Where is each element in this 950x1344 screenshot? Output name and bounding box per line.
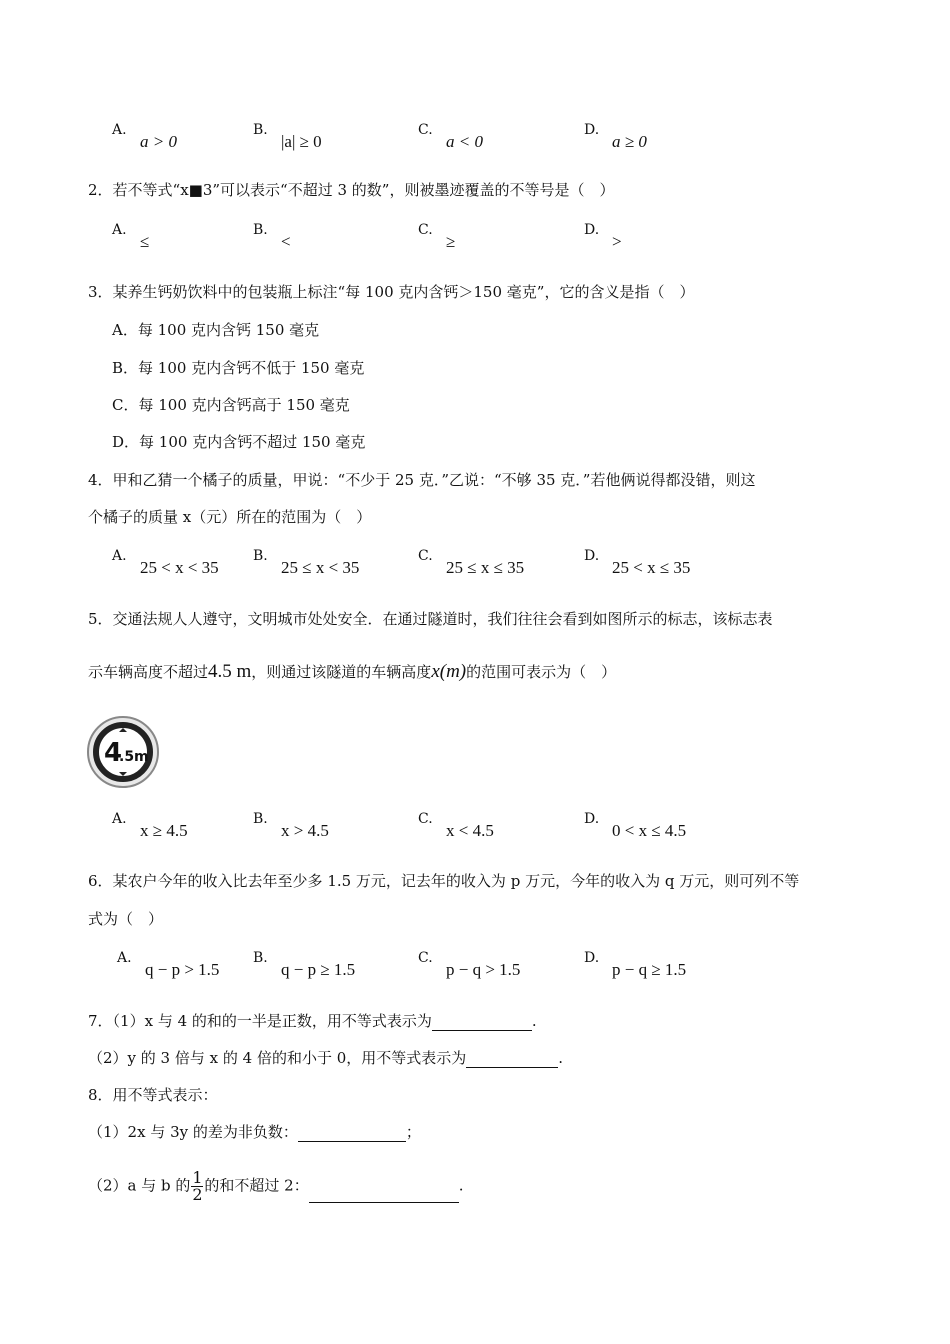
q4-stem-line1: 4．甲和乙猜一个橘子的质量，甲说：“不少于 25 克．”乙说：“不够 35 克．”若他俩说得都没错，则这 (88, 471, 756, 489)
height-limit-sign-icon (86, 715, 160, 789)
q4-stem-line2: 个橘子的质量 x（元）所在的范围为（ ） (88, 508, 372, 526)
q6-stem-line2: 式为（ ） (88, 910, 164, 928)
height-limit-sign (86, 715, 160, 789)
q3-option-b: B．每 100 克内含钙不低于 150 毫克 (112, 359, 365, 377)
q3-option-c: C．每 100 克内含钙高于 150 毫克 (112, 396, 350, 414)
sign-unit: .5m (119, 749, 149, 765)
q7-part1-answer-blank[interactable] (432, 1014, 532, 1031)
q8-part1: （1）2x 与 3y 的差为非负数： ； (88, 1123, 421, 1141)
q6-stem-line1: 6．某农户今年的收入比去年至少多 1.5 万元，记去年的收入为 p 万元，今年的收入为 q 万元，则可列不等 (88, 872, 800, 890)
q7-part2: （2）y 的 3 倍与 x 的 4 倍的和小于 0，用不等式表示为 . (88, 1049, 564, 1067)
q8-part2: （2）a 与 b 的 $\frac{1}{2}$ 的和不超过 2： . (88, 1168, 464, 1204)
q5-stem-line2: 示车辆高度不超过4.5 m，则通过该隧道的车辆高度x(m)的范围可表示为（ ） (88, 661, 617, 682)
q3-option-d: D．每 100 克内含钙不超过 150 毫克 (112, 433, 366, 451)
q8-part1-answer-blank[interactable] (298, 1125, 406, 1142)
q3-stem: 3．某养生钙奶饮料中的包装瓶上标注“每 100 克内含钙＞150 毫克”，它的含义是指（ ） (88, 283, 695, 301)
q2-stem: 2．若不等式“x■3”可以表示“不超过 3 的数”，则被墨迹覆盖的不等号是（ ） (88, 181, 615, 199)
q7-part2-answer-blank[interactable] (466, 1051, 558, 1068)
q3-option-a: A．每 100 克内含钙 150 毫克 (112, 321, 320, 339)
q8-stem: 8．用不等式表示： (88, 1086, 218, 1104)
sign-number: 4 (104, 738, 123, 768)
q8-part2-answer-blank[interactable] (309, 1186, 459, 1203)
q7-part1: 7．（1）x 与 4 的和的一半是正数，用不等式表示为 . (88, 1012, 537, 1030)
q5-stem-line1: 5．交通法规人人遵守，文明城市处处安全．在通过隧道时，我们往往会看到如图所示的标志，该标志表 (88, 610, 773, 628)
one-half-fraction: $\frac{1}{2}$ (192, 1168, 203, 1204)
